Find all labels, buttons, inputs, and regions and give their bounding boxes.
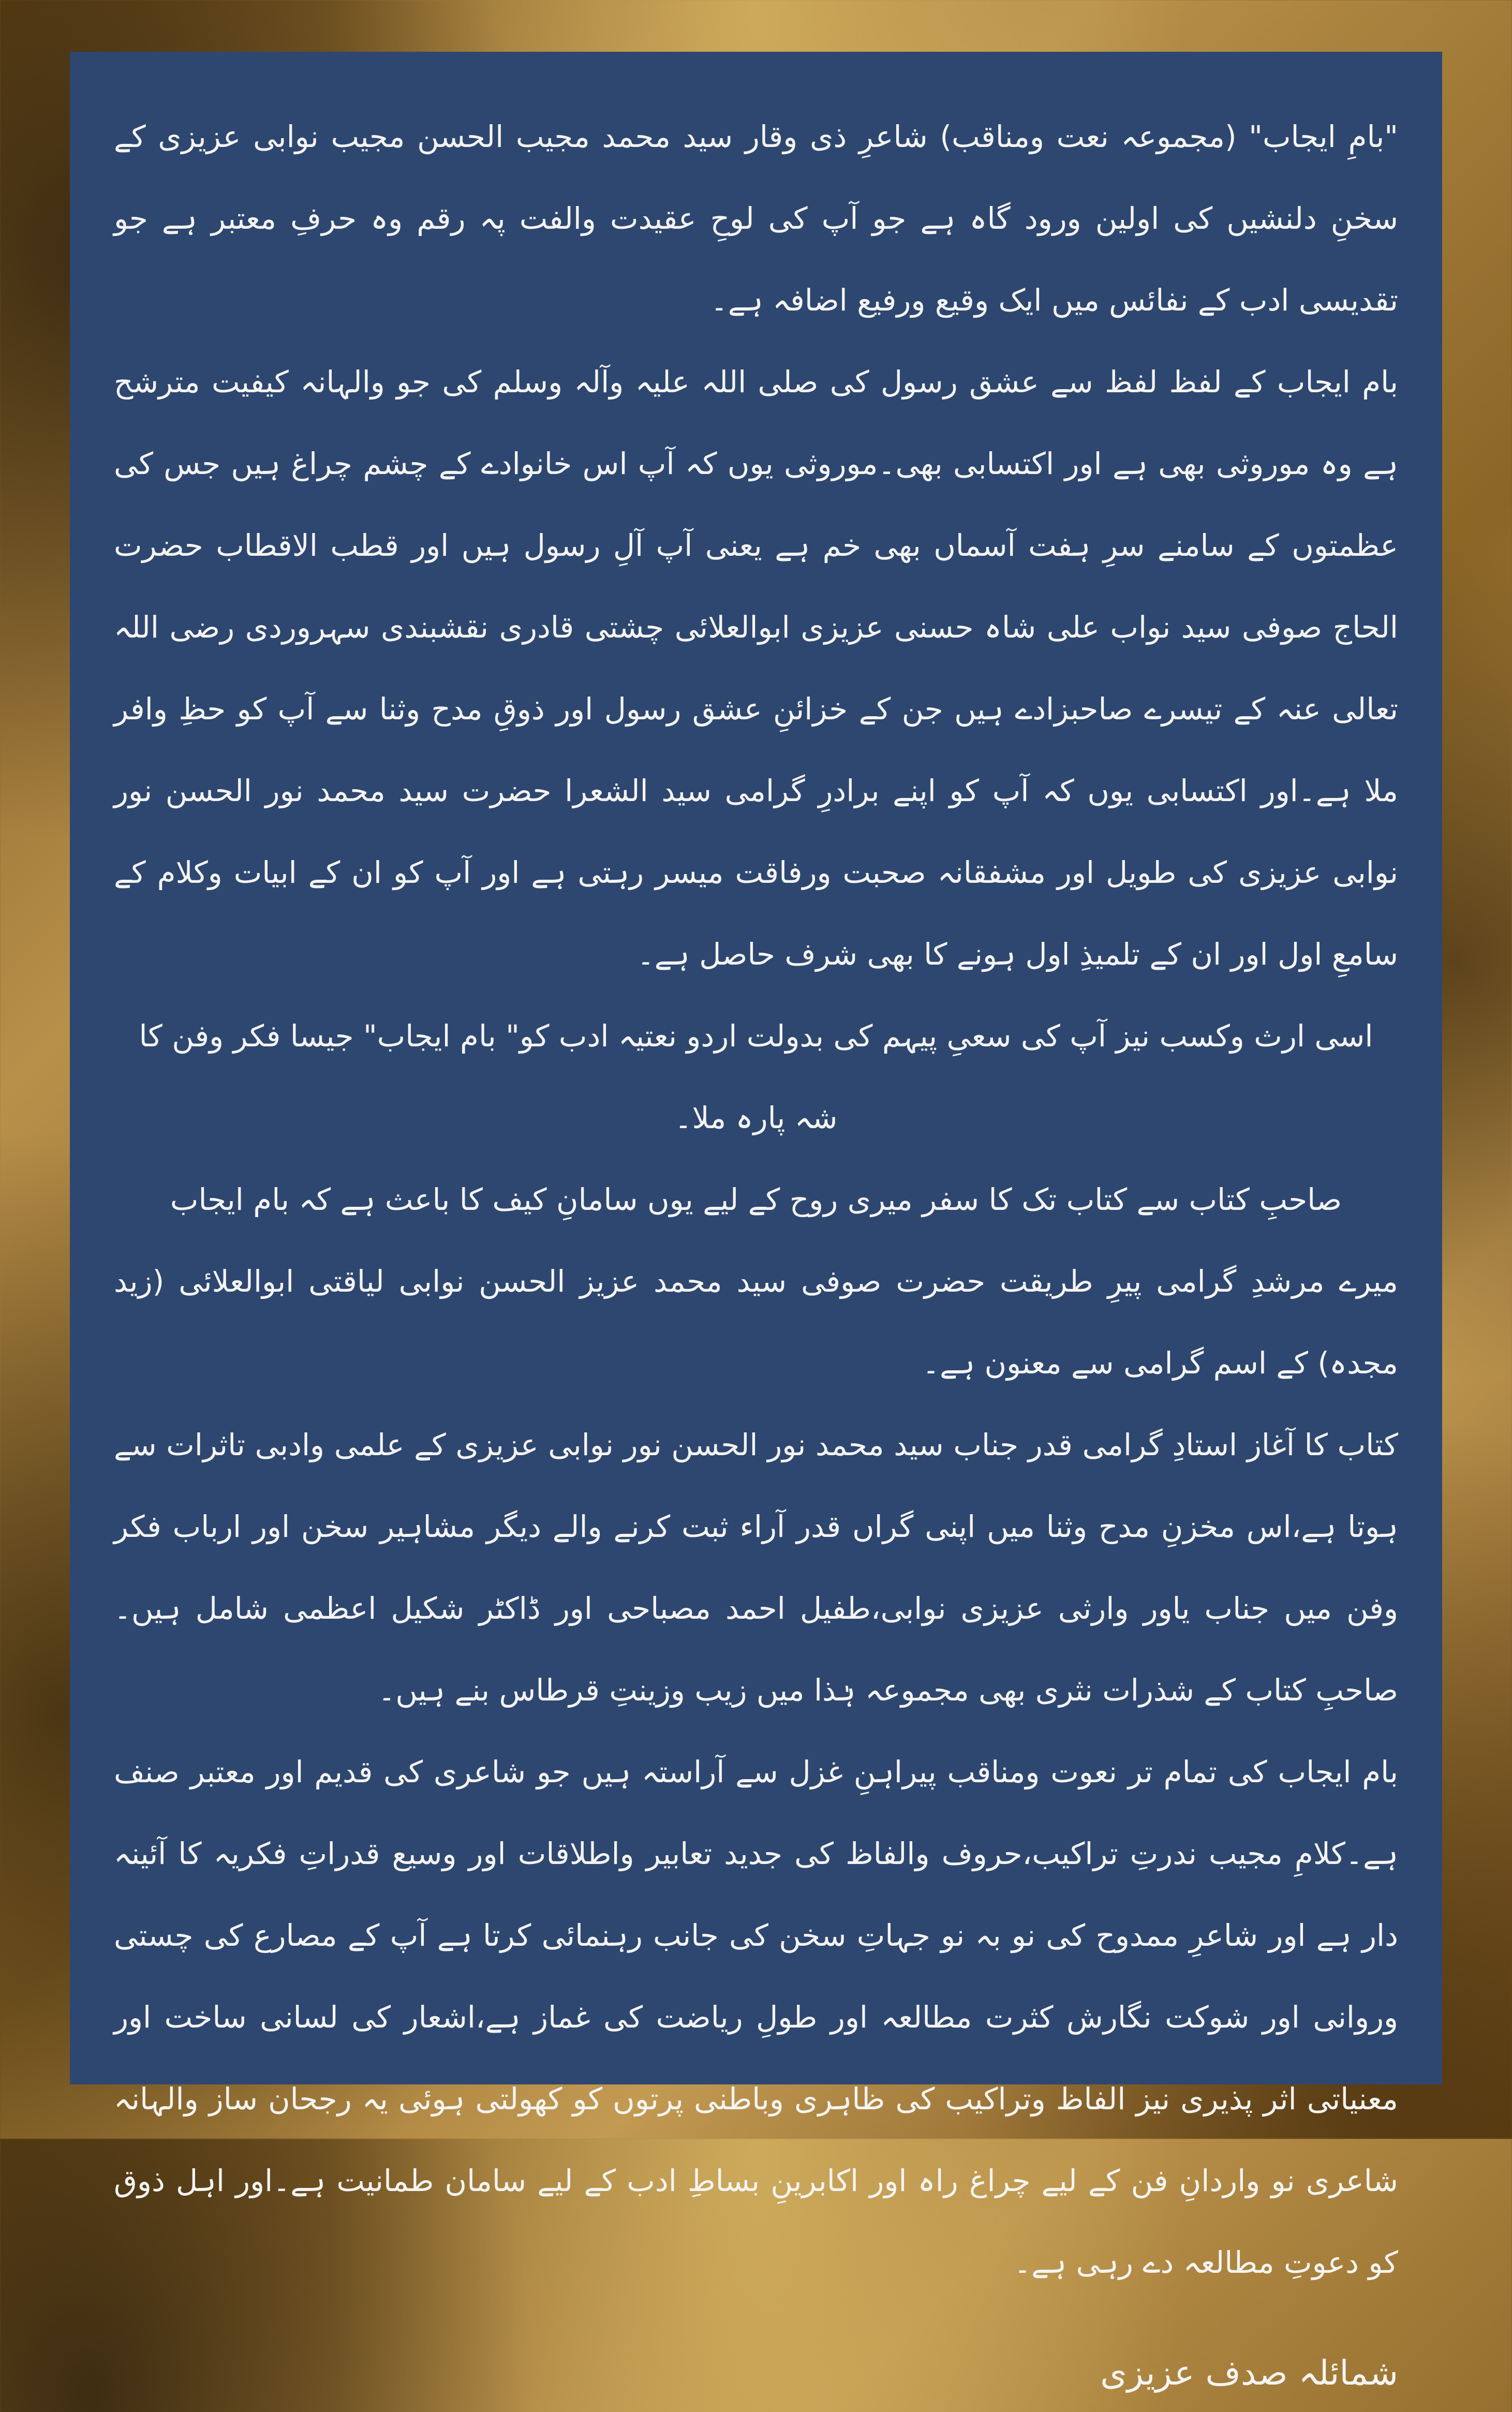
paragraph-naut-manaqib: بام ایجاب کی تمام تر نعوت ومناقب پیراہنِ غزل سے آراستہ ہیں جو شاعری کی قدیم اور معتبر صنف ہے۔کلامِ مجیب ندرتِ تراکیب،حروف والفاظ کی جدید تعابیر واطلاقات اور وسیع قدراتِ فکریہ کا آئینہ دار ہے اور شاعرِ ممدوح کی نو بہ نو جہاتِ سخن کی جانب رہنمائی کرتا ہے آپ کے مصارع کی چستی وروانی اور شوکت نگارش کثرت مطالعہ اور طولِ ریاضت کی غماز ہے،اشعار کی لسانی ساخت اور معنیاتی اثر پذیری نیز الفاظ وتراکیب کی ظاہری وباطنی پرتوں کو کھولتی ہوئی یہ رجحان ساز والہانہ شاعری نو واردانِ فن کے لیے چراغ راہ اور اکابرینِ بساطِ ادب کے لیے سامان طمانیت ہے۔اور اہل ذوق کو دعوتِ مطالعہ دے رہی ہے۔ [114,1754,1398,2280]
author-signature: شمائلہ صدف عزیزی [1100,2353,1398,2393]
document-body [114,96,1398,2303]
paragraph-aaghaz: کتاب کا آغاز استادِ گرامی قدر جناب سید محمد نور الحسن نور نوابی عزیزی کے علمی وادبی تاثرات سے ہوتا ہے،اس مخزنِ مدح وثنا میں اپنی گراں قدر آراء ثبت کرنے والے دیگر مشاہیر سخن اور ارباب فکر وفن میں جناب یاور وارثی عزیزی نوابی،طفیل احمد مصباحی اور ڈاکٹر شکیل اعظمی شامل ہیں۔صاحبِ کتاب کے شذرات نثری بھی مجموعہ ہٰذا میں زیب وزینتِ قرطاس بنے ہیں۔ [114,1427,1399,1708]
paragraph-ishq-rasool: بام ایجاب کے لفظ لفظ سے عشق رسول کی صلی اللہ علیہ وآلہ وسلم کی جو والہانہ کیفیت مترشح ہے وہ موروثی بھی ہے اور اکتسابی بھی۔موروثی یوں کہ آپ اس خانوادے کے چشم چراغ ہیں جس کی عظمتوں کے سامنے سرِ ہفت آسماں بھی خم ہے یعنی آپ آلِ رسول ہیں اور قطب الاقطاب حضرت الحاج صوفی سید نواب علی شاہ حسنی عزیزی ابوالعلائی چشتی قادری نقشبندی سہروردی رضی اللہ تعالی عنہ کے تیسرے صاحبزادے ہیں جن کے خزائنِ عشق رسول اور ذوقِ مدح وثنا سے آپ کو حظِ وافر ملا ہے۔اور اکتسابی یوں کہ آپ کو اپنے برادرِ گرامی سید الشعرا حضرت سید محمد نور الحسن نور نوابی عزیزی کی طویل اور مشفقانہ صحبت ورفاقت میسر رہتی ہے اور آپ کو ان کے ابیات وکلام کے سامعِ اول اور ان کے تلمیذِ اول ہونے کا بھی شرف حاصل ہے۔ [114,364,1398,972]
paragraph-irth-kasb: اسی ارث وکسب نیز آپ کی سعیِ پیہم کی بدولت اردو نعتیہ ادب کو" بام ایجاب" جیسا فکر وفن کا شہ پارہ ملا۔ [139,1018,1373,1135]
paragraph-intro: "بامِ ایجاب" (مجموعہ نعت ومناقب) شاعرِ ذی وقار سید محمد مجیب الحسن مجیب نوابی عزیزی کے سخنِ دلنشیں کی اولین ورود گاہ ہے جو آپ کی لوحِ عقیدت والفت پہ رقم وہ حرفِ معتبر ہے جو تقدیسی ادب کے نفائس میں ایک وقیع ورفیع اضافہ ہے۔ [114,119,1398,318]
paragraph-dedication: میرے مرشدِ گرامی پیرِ طریقت حضرت صوفی سید محمد عزیز الحسن نوابی لیاقتی ابوالعلائی (زید مجدہ) کے اسم گرامی سے معنون ہے۔ [114,1264,1398,1381]
paragraph-safar: صاحبِ کتاب سے کتاب تک کا سفر میری روح کے لیے یوں سامانِ کیف کا باعث ہے کہ بام ایجاب [170,1182,1342,1217]
document-panel [70,52,1442,2393]
